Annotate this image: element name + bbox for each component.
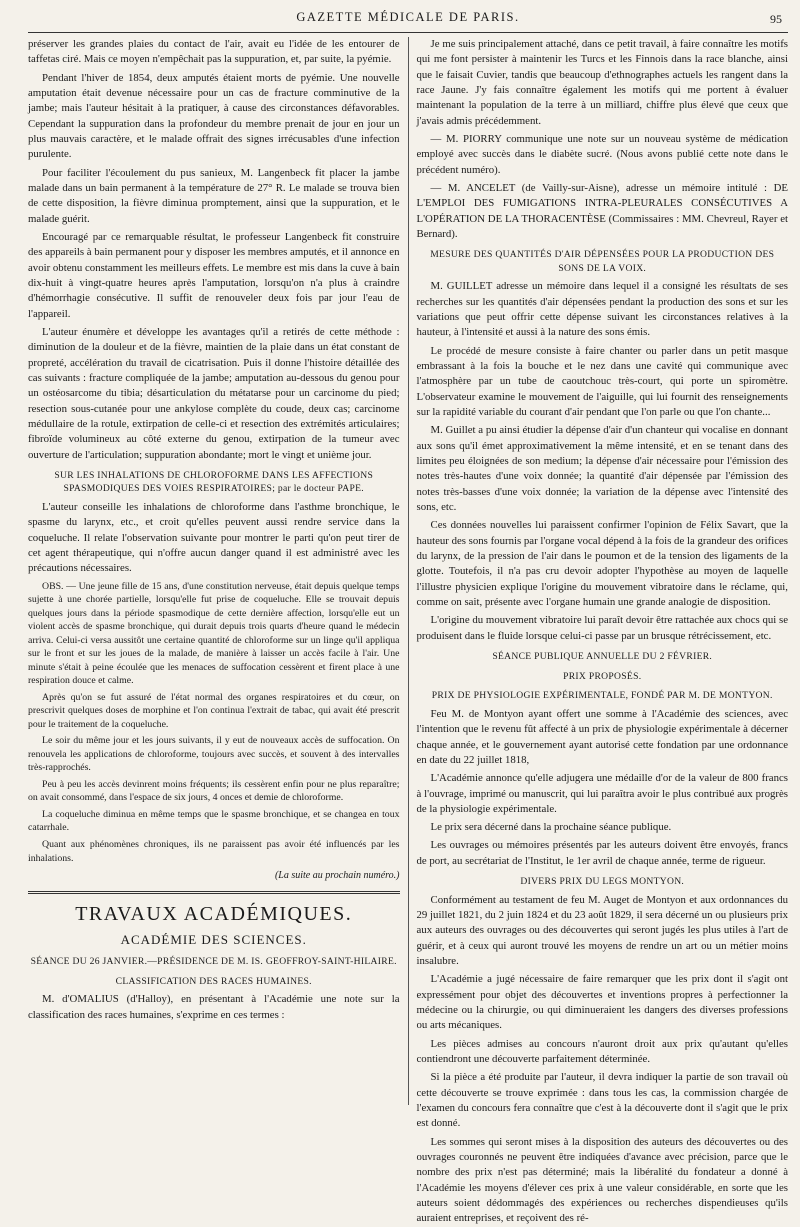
- paragraph: Le procédé de mesure consiste à faire chanter ou parler dans un petit masque embrassant à la fois la bouche et le nez dans une cavité qui communique avec l'atmosphère par un tube de caoutchouc très-court, qui porte un spiromètre. L'observateur examine le mouvement de l'aiguille, qui lui fournit des renseignements sur la rapidité variable du courant d'air pendant que l'on parle ou que l'on chante...: [416, 344, 788, 419]
- observation-paragraph: Après qu'on se fut assuré de l'état normal des organes respiratoires et du cœur, on prescrivit quelques doses de morphine et l'on continua l'extrait de tabac, qui avait été prescrit pour le traitement de la coqueluche.: [28, 691, 400, 730]
- observation-paragraph: Quant aux phénomènes chroniques, ils ne paraissent pas avoir été influencés par les inhalations.: [28, 839, 400, 864]
- continued-note: (La suite au prochain numéro.): [274, 870, 400, 882]
- academy-name: ACADÉMIE DES SCIENCES.: [120, 931, 307, 947]
- observation-paragraph: La coqueluche diminua en même temps que le spasme bronchique, et se changea en toux catarrhale.: [28, 808, 400, 834]
- running-header: [28, 10, 788, 33]
- paragraph: Le prix sera décerné dans la prochaine séance publique.: [430, 821, 672, 834]
- paragraph: L'origine du mouvement vibratoire lui paraît devoir être rattachée aux chocs qui se produisent dans le fluide lorsque celui-ci passe par un brusque rétrécissement, etc.: [416, 614, 788, 642]
- paragraph: M. Guillet a pu ainsi étudier la dépense d'air d'un chanteur qui vocalise en donnant aux sons qu'il émet approximativement la même intensité, et en se tenant dans des limites peu éloignées de son medium; la dépense d'air nécessaire pour l'émission des notes très-hautes d'une voix donnée; la quantité d'air dépensée par l'émission des notes très-basses d'une voix donnée; la variation de la dépense avec l'intensité des sons, etc.: [416, 424, 788, 514]
- prizes-heading: PRIX PROPOSÉS.: [563, 670, 642, 682]
- paragraph: — M. ANCELET (de Vailly-sur-Aisne), adresse un mémoire intitulé : DE L'EMPLOI DES FUMIGATIONS INTRA-PLEURALES CONSÉCUTIVES A L'OPÉRATION DE LA THORACENTÈSE (Commissaires : MM. Chevreul, Rayer et Bernard).: [416, 181, 788, 240]
- paragraph: Les ouvrages ou mémoires présentés par les auteurs doivent être envoyés, francs de port, au secrétariat de l'Institut, le 1er avril de chaque année, terme de rigueur.: [416, 839, 788, 867]
- journal-title: GAZETTE MÉDICALE DE PARIS.: [296, 10, 520, 24]
- paragraph: Si la pièce a été produite par l'auteur, il devra indiquer la partie de son travail où cette découverte se trouve exprimée : dans tous les cas, la commission chargée de l'examen du concours fera connaître que c'est à la découverte dont il s'agit que le prix est donné.: [416, 1071, 788, 1130]
- paragraph: L'auteur conseille les inhalations de chloroforme dans l'asthme bronchique, le spasme du larynx, etc., et croit qu'elles peuvent aussi rendre service dans la coqueluche. Il relate l'observation suivante pour montrer le parti qu'on peut tirer de cet agent thérapeutique, qui n'offre aucun danger quand il est administré avec les précautions nécessaires.: [28, 501, 400, 575]
- session-heading: SÉANCE DU 26 JANVIER.—PRÉSIDENCE DE M. IS. GEOFFROY-SAINT-HILAIRE.: [30, 956, 397, 968]
- paragraph: L'Académie annonce qu'elle adjugera une médaille d'or de la valeur de 800 francs à l'ouvrage, imprimé ou manuscrit, qui lui paraîtra avoir le plus contribué aux progrès de la physiologie expérimentale.: [416, 772, 788, 815]
- paragraph: M. d'OMALIUS (d'Halloy), en présentant à l'Académie une note sur la classification des races humaines, s'exprime en ces termes :: [28, 993, 400, 1021]
- paragraph: Pendant l'hiver de 1854, deux amputés étaient morts de pyémie. Une nouvelle amputation était devenue nécessaire pour un cas de fracture comminutive de la jambe; mais l'auteur hésitait à la pratiquer, à cause des circonstances défavorables. Cependant la suppuration dans la profondeur du membre prenait de jour en jour un plus mauvais caractère, et le malade offrait des signes irrécusables d'une infection purulente.: [28, 71, 400, 161]
- paragraph: Encouragé par ce remarquable résultat, le professeur Langenbeck fit construire des appareils à bain permanent pour y disposer les membres amputés, et il annonce en avoir obtenu constamment les meilleurs effets. Le membre est mis dans la cuve à bain dix-huit à vingt-quatre heures après l'amputation, lorsqu'on n'a plus à craindre d'hémorrhagie consécutive. Il suffit de renouveler deux fois par jour l'eau de l'appareil.: [28, 230, 400, 320]
- paragraph: Pour faciliter l'écoulement du pus sanieux, M. Langenbeck fit placer la jambe malade dans un bain permanent à la température de 27° R. Le malade se trouva bien de cette disposition, la fièvre diminua promptement, ainsi que la suppuration, et le malade guérit.: [28, 166, 400, 225]
- page-number: 95: [770, 12, 782, 26]
- paragraph: Je me suis principalement attaché, dans ce petit travail, à faire connaître les motifs qui me font persister à maintenir les Turcs et les Finnois dans la race blanche, ainsi que le faisait Cuvier, tandis que beaucoup d'ethnographes actuels les rangent dans la race Jaune. J'y fais connaître également les motifs qui me portent à évaluer maintenant la population de la terre à un milliard, chiffre plus élevé que ceux que j'avais admis précédemment.: [416, 38, 788, 127]
- two-column-body: [28, 37, 788, 1225]
- paragraph: préserver les grandes plaies du contact de l'air, avait eu l'idée de les entourer de taffetas ciré. Mais ce moyen n'empêchait pas la suppuration, et, par suite, la pyémie.: [28, 38, 400, 66]
- article-heading: SUR LES INHALATIONS DE CHLOROFORME DANS LES AFFECTIONS SPASMODIQUES DES VOIES RESPIRATOIRES; par le docteur PAPE.: [54, 469, 374, 495]
- paragraph: Feu M. de Montyon ayant offert une somme à l'Académie des sciences, avec l'intention que le revenu fût affecté à un prix de physiologie expérimentale à décerner chaque année, et le gouvernement ayant autorisé cette fondation par une ordonnance en date du 22 juillet 1818,: [416, 707, 788, 766]
- right-column: [408, 37, 789, 1225]
- left-column: [28, 37, 408, 1105]
- observation-paragraph: Le soir du même jour et les jours suivants, il y eut de nouveaux accès de suffocation. On renouvela les applications de chloroforme, toujours avec succès, et souvent à des intervalles très-rapprochés.: [28, 735, 400, 774]
- observation-paragraph: OBS. — Une jeune fille de 15 ans, d'une constitution nerveuse, était depuis quelque temps sujette à une chorée partielle, lorsqu'elle fut prise de coqueluche. Elle se trouvait depuis quelques jours dans la période spasmodique de cette dernière affection, lorsqu'elle eut un violent accès de spasme bronchique, qui durait depuis trois quarts d'heure quand le médecin arriva. Celui-ci versa aussitôt une certaine quantité de chloroforme sur un linge qu'il appliqua sur le front et sur les joues de la malade, de manière à laisser un accès facile à l'air. Une minute s'était à peine écoulée que les menaces de suffocation cessèrent et firent place à une respiration douce et calme.: [28, 580, 400, 687]
- section-divider: [28, 891, 400, 894]
- paragraph: Conformément au testament de feu M. Auget de Montyon et aux ordonnances du 29 juillet 1821, du 2 juin 1824 et du 23 août 1829, il sera décerné un ou plusieurs prix aux auteurs des ouvrages ou des découvertes qui seront jugés les plus utiles à l'art de guérir, et à ceux qui auront trouvé les moyens de rendre un art ou un métier moins insalubre.: [416, 893, 788, 968]
- section-title: TRAVAUX ACADÉMIQUES.: [75, 903, 353, 926]
- prize-heading: PRIX DE PHYSIOLOGIE EXPÉRIMENTALE, FONDÉ PAR M. DE MONTYON.: [431, 690, 773, 702]
- paragraph: Les sommes qui seront mises à la disposition des auteurs des découvertes ou des ouvrages couronnés ne peuvent être indiquées d'avance avec précision, parce que le nombre des prix n'est pas déterminé; mais la libéralité du fondateur a donné à l'Académie les moyens d'élever ces prix à une valeur considérable, en sorte que les auteurs soient dédommagés des expériences ou recherches dispendieuses qu'ils auraient entreprises, et reçoivent des ré-: [416, 1135, 788, 1225]
- article-heading: MESURE DES QUANTITÉS D'AIR DÉPENSÉES POUR LA PRODUCTION DES SONS DE LA VOIX.: [430, 249, 775, 274]
- paragraph: — M. PIORRY communique une note sur un nouveau système de médication employé avec succès dans le diabète sucré. (Nous avons publié cette note dans le précédent numéro).: [416, 132, 788, 176]
- paragraph: Ces données nouvelles lui paraissent confirmer l'opinion de Félix Savart, que la hauteur des sons fournis par l'organe vocal dépend à la fois de la grandeur des orifices du larynx, de la pression de l'air dans le poumon et de la tension des ligaments de la glotte. Toutefois, il n'a pas cru devoir adopter l'hypothèse au moyen de laquelle l'illustre physicien explique l'origine du mouvement vibratoire dans le réclame, qui, comme on sait, présente avec l'organe humain une grande analogie de disposition.: [416, 519, 788, 609]
- prize-heading: DIVERS PRIX DU LEGS MONTYON.: [520, 876, 685, 888]
- topic-heading: CLASSIFICATION DES RACES HUMAINES.: [115, 975, 312, 987]
- session-heading: SÉANCE PUBLIQUE ANNUELLE DU 2 FÉVRIER.: [492, 651, 713, 663]
- paragraph: Les pièces admises au concours n'auront droit aux prix qu'autant qu'elles contiendront une découverte parfaitement déterminée.: [416, 1037, 788, 1066]
- paragraph: L'auteur énumère et développe les avantages qu'il a retirés de cette méthode : diminution de la douleur et de la fièvre, maintien de la plaie dans un état constant de propreté, accélération du travail de cicatrisation. Puis il donne l'histoire détaillée des cas suivants : fracture compliquée de la jambe; amputation au-dessous du genou pour un ostéosarcome du tibia; désarticulation du métatarse pour un carcinome du pied; resection sous-cutanée pour une ankylose complète du coude, deux cas; carcinome médullaire de la rotule, extirpation de celle-ci et resection des extrémités articulaires; fibroïde volumineux au côté externe du genou, extirpation de la tumeur avec ouverture de l'articulation; suppuration abondante; mort le vingt et unième jour.: [28, 325, 400, 461]
- observation-paragraph: Peu à peu les accès devinrent moins fréquents; ils cessèrent enfin pour ne plus reparaître; on avait consommé, dans l'espace de six jours, 4 onces et demie de chloroforme.: [28, 778, 400, 804]
- paragraph: M. GUILLET adresse un mémoire dans lequel il a consigné les résultats de ses recherches sur les quantités d'air dépensées pendant la production des sons et sur les variations que peut offrir cette dépense suivant les circonstances relatives à la hauteur, à l'intensité et aussi à la nature des sons émis.: [416, 280, 788, 339]
- paragraph: L'Académie a jugé nécessaire de faire remarquer que les prix dont il s'agit ont expressément pour objet des découvertes et inventions propres à perfectionner la médecine ou la chirurgie, ou qui diminueraient les dangers des diverses professions ou arts mécaniques.: [416, 973, 788, 1032]
